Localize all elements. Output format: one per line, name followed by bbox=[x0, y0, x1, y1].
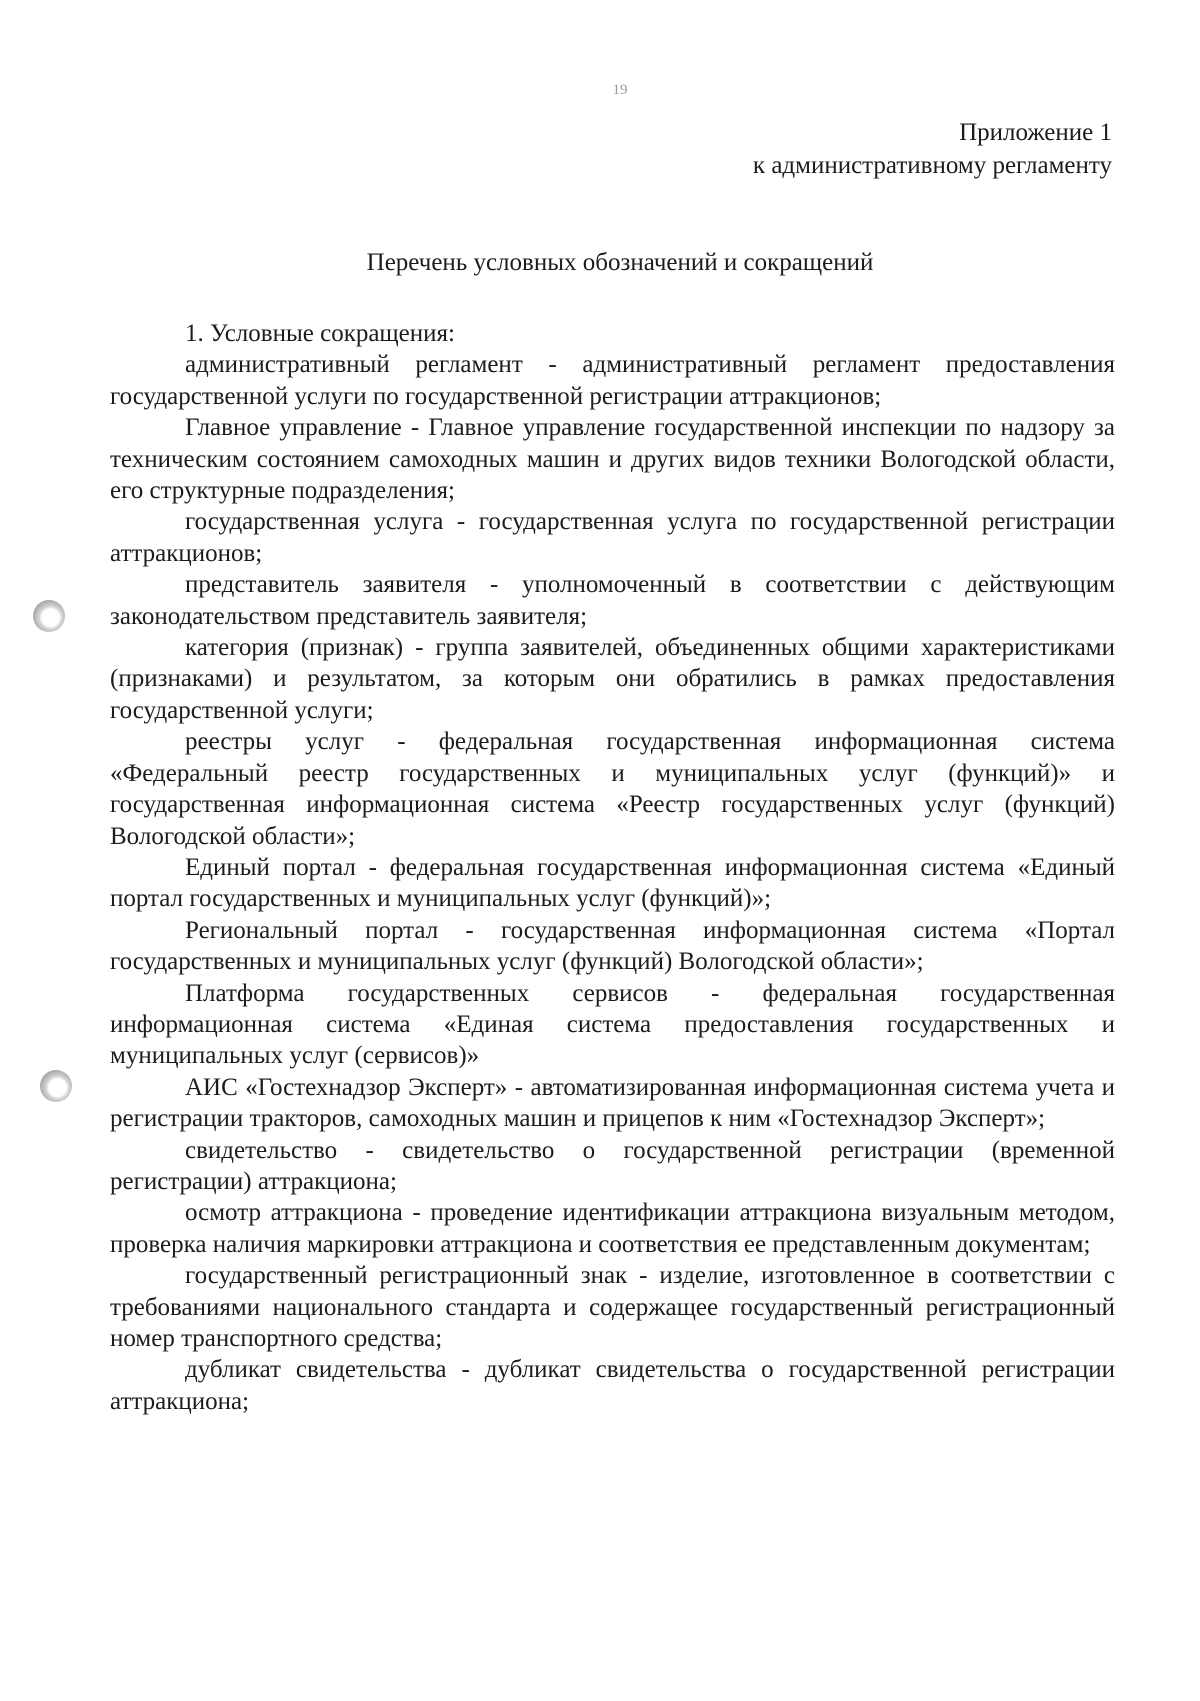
definition-entry: дубликат свидетельства - дубликат свидетельства о государственной регистрации аттракциона; bbox=[110, 1356, 1115, 1415]
section-heading: 1. Условные сокращения: bbox=[185, 320, 455, 347]
appendix-header bbox=[753, 116, 1112, 182]
definition-entry: государственный регистрационный знак - изделие, изготовленное в соответствии с требованиями национального стандарта и содержащее государственный регистрационный номер транспортного средства; bbox=[110, 1262, 1115, 1352]
definition-entry: Главное управление - Главное управление государственной инспекции по надзору за техническим состоянием самоходных машин и других видов техники Вологодской области, его структурные подразделения; bbox=[110, 414, 1115, 505]
definition-entry: реестры услуг - федеральная государственная информационная система «Федеральный реестр государственных и муниципальных услуг (функций)» и государственная информационная система «Реестр государственных услуг (функций) Вологодской области»; bbox=[110, 728, 1115, 850]
definition-entry: категория (признак) - группа заявителей, объединенных общими характеристиками (признаками) и результатом, за которым они обратились в рамках предоставления государственной услуги; bbox=[110, 634, 1115, 724]
definition-entry: административный регламент - административный регламент предоставления государственной услуги по государственной регистрации аттракционов; bbox=[110, 351, 1115, 410]
definition-entry: АИС «Гостехнадзор Эксперт» - автоматизированная информационная система учета и регистрации тракторов, самоходных машин и прицепов к ним «Гостехнадзор Эксперт»; bbox=[110, 1073, 1115, 1133]
appendix-line-2: к административному регламенту bbox=[752, 152, 1112, 179]
definition-entry: Единый портал - федеральная государственная информационная система «Единый портал государственных и муниципальных услуг (функций)»; bbox=[110, 853, 1115, 913]
document-body bbox=[110, 318, 1115, 1417]
definition-entry: Региональный портал - государственная информационная система «Портал государственных и муниципальных услуг (функций) Вологодской области»; bbox=[110, 916, 1115, 976]
definition-entry: представитель заявителя - уполномоченный в соответствии с действующим законодательством представитель заявителя; bbox=[110, 571, 1115, 630]
definition-entry: осмотр аттракциона - проведение идентификации аттракциона визуальным методом, проверка наличия маркировки аттракциона и соответствия ее представленным документам; bbox=[110, 1199, 1115, 1258]
appendix-line-1: Приложение 1 bbox=[959, 119, 1112, 146]
punch-hole-mark bbox=[33, 600, 65, 632]
definition-entry: свидетельство - свидетельство о государственной регистрации (временной регистрации) аттракциона; bbox=[110, 1136, 1115, 1195]
page-number: 19 bbox=[612, 82, 628, 98]
punch-hole-mark bbox=[40, 1070, 72, 1102]
document-title: Перечень условных обозначений и сокращений bbox=[366, 249, 874, 276]
definition-entry: Платформа государственных сервисов - федеральная государственная информационная система «Единая система предоставления государственных и муниципальных услуг (сервисов)» bbox=[110, 979, 1115, 1070]
definition-entry: государственная услуга - государственная услуга по государственной регистрации аттракционов; bbox=[110, 508, 1115, 567]
